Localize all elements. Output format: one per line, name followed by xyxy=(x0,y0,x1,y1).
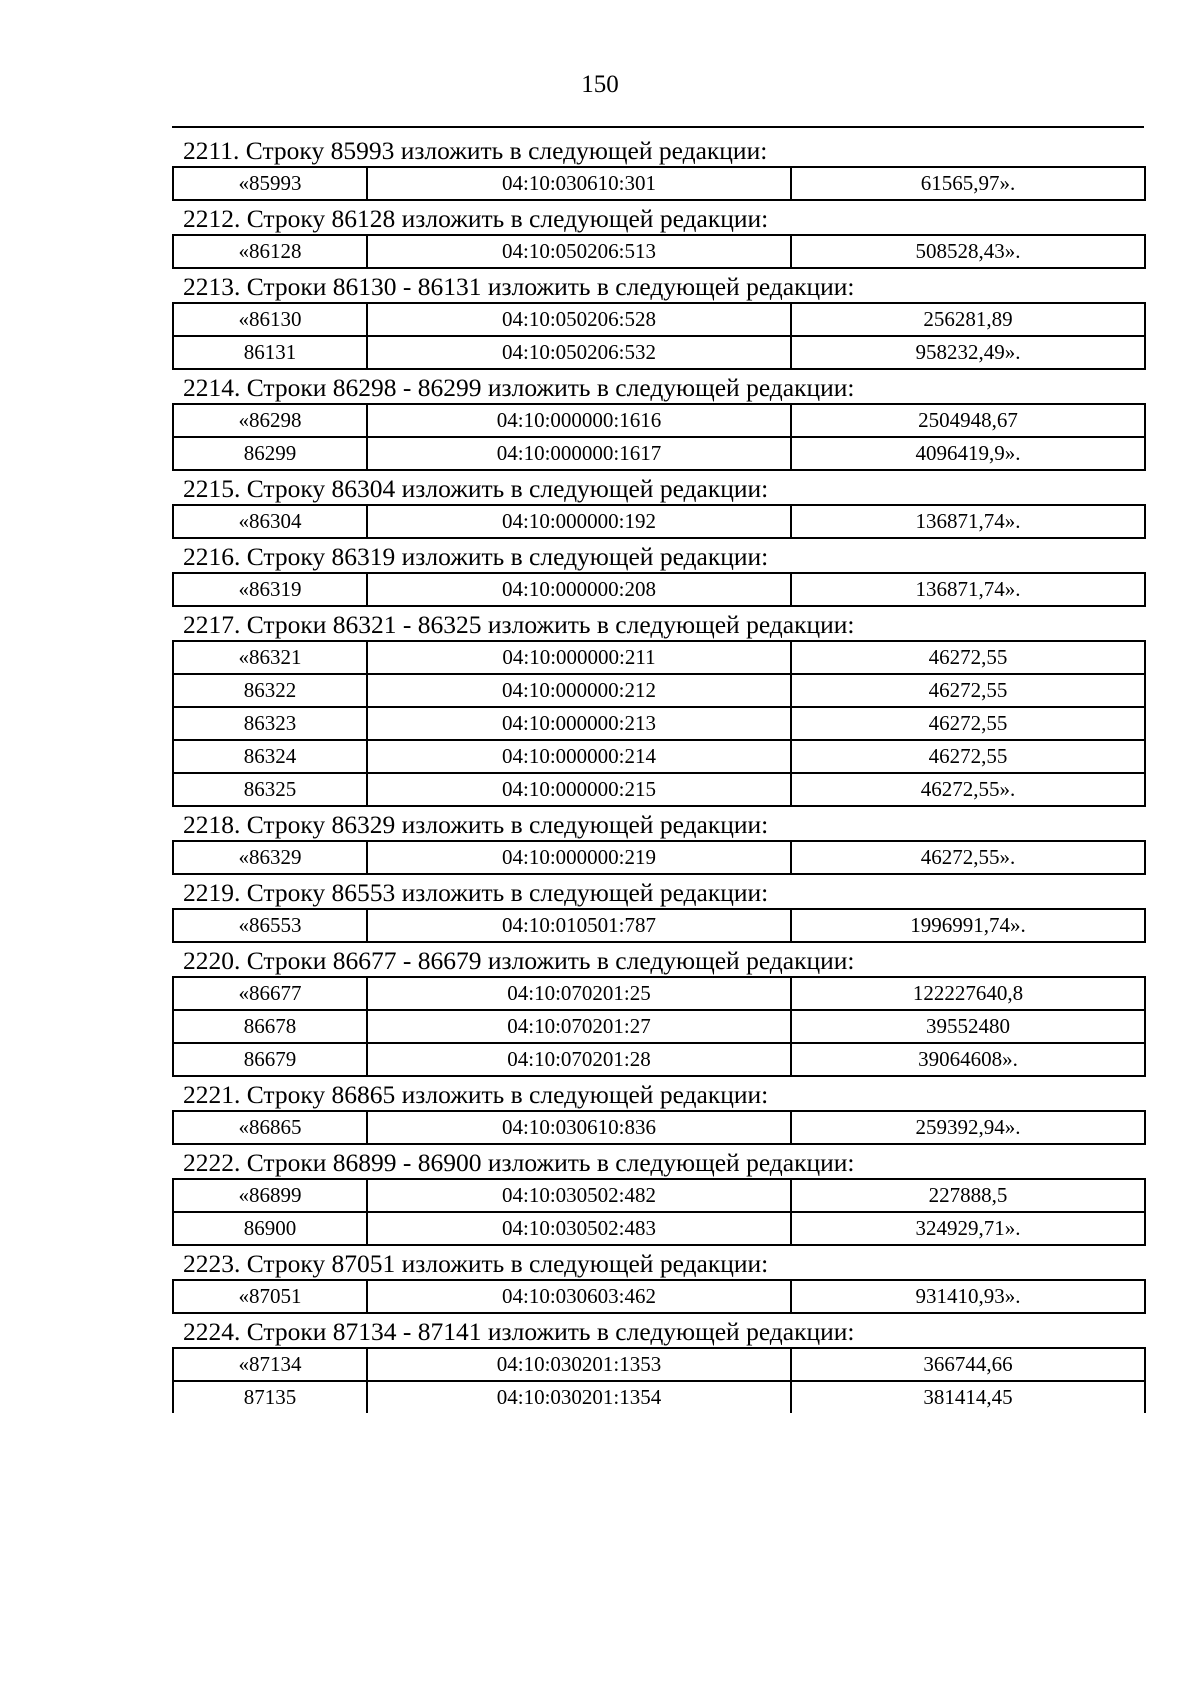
amendment-item xyxy=(172,474,1144,539)
table-row xyxy=(173,841,1145,874)
amendment-heading: 2217. Строки 86321 - 86325 изложить в следующей редакции: xyxy=(183,610,855,639)
value-cell: 46272,55 xyxy=(791,740,1145,773)
value-cell: 256281,89 xyxy=(791,303,1145,336)
cadastral-number-cell: 04:10:000000:208 xyxy=(367,573,791,606)
table-row xyxy=(173,1111,1145,1144)
cadastral-number-cell: 04:10:000000:211 xyxy=(367,641,791,674)
row-number-cell: 86900 xyxy=(173,1212,367,1245)
amendment-table xyxy=(172,572,1146,607)
cadastral-number-cell: 04:10:000000:192 xyxy=(367,505,791,538)
amendment-table xyxy=(172,403,1146,471)
header-rule xyxy=(172,126,1144,128)
amendment-item xyxy=(172,204,1144,269)
cadastral-number-cell: 04:10:030201:1353 xyxy=(367,1348,791,1381)
row-number-cell: «86865 xyxy=(173,1111,367,1144)
table-row xyxy=(173,909,1145,942)
value-cell: 46272,55». xyxy=(791,773,1145,806)
amendment-heading: 2214. Строки 86298 - 86299 изложить в следующей редакции: xyxy=(183,373,855,402)
row-number-cell: «86329 xyxy=(173,841,367,874)
amendment-item xyxy=(172,1249,1144,1314)
table-row xyxy=(173,641,1145,674)
amendment-item xyxy=(172,1080,1144,1145)
table-row xyxy=(173,674,1145,707)
cadastral-number-cell: 04:10:030502:482 xyxy=(367,1179,791,1212)
amendment-heading: 2213. Строки 86130 - 86131 изложить в следующей редакции: xyxy=(183,272,855,301)
value-cell: 227888,5 xyxy=(791,1179,1145,1212)
row-number-cell: 86679 xyxy=(173,1043,367,1076)
amendment-table xyxy=(172,302,1146,370)
row-number-cell: «86128 xyxy=(173,235,367,268)
amendment-item xyxy=(172,1148,1144,1246)
amendment-item xyxy=(172,272,1144,370)
row-number-cell: 86299 xyxy=(173,437,367,470)
amendment-heading: 2221. Строку 86865 изложить в следующей редакции: xyxy=(183,1080,769,1109)
row-number-cell: «86130 xyxy=(173,303,367,336)
value-cell: 366744,66 xyxy=(791,1348,1145,1381)
amendment-table xyxy=(172,1279,1146,1314)
value-cell: 39064608». xyxy=(791,1043,1145,1076)
table-row xyxy=(173,740,1145,773)
value-cell: 1996991,74». xyxy=(791,909,1145,942)
table-row xyxy=(173,573,1145,606)
amendment-heading: 2224. Строки 87134 - 87141 изложить в следующей редакции: xyxy=(183,1317,855,1346)
value-cell: 122227640,8 xyxy=(791,977,1145,1010)
table-row xyxy=(173,707,1145,740)
amendment-heading: 2215. Строку 86304 изложить в следующей редакции: xyxy=(183,474,769,503)
table-row xyxy=(173,505,1145,538)
value-cell: 324929,71». xyxy=(791,1212,1145,1245)
amendment-table xyxy=(172,976,1146,1077)
table-row xyxy=(173,1381,1145,1413)
table-row xyxy=(173,1043,1145,1076)
table-row xyxy=(173,167,1145,200)
table-row xyxy=(173,1348,1145,1381)
row-number-cell: «86304 xyxy=(173,505,367,538)
value-cell: 46272,55 xyxy=(791,707,1145,740)
amendment-heading: 2222. Строки 86899 - 86900 изложить в следующей редакции: xyxy=(183,1148,855,1177)
amendment-item xyxy=(172,373,1144,471)
amendment-heading: 2218. Строку 86329 изложить в следующей редакции: xyxy=(183,810,769,839)
cadastral-number-cell: 04:10:000000:219 xyxy=(367,841,791,874)
amendment-heading: 2223. Строку 87051 изложить в следующей редакции: xyxy=(183,1249,769,1278)
table-row xyxy=(173,1212,1145,1245)
amendment-table xyxy=(172,504,1146,539)
cadastral-number-cell: 04:10:000000:215 xyxy=(367,773,791,806)
amendment-item xyxy=(172,1317,1144,1413)
cadastral-number-cell: 04:10:030603:462 xyxy=(367,1280,791,1313)
table-row xyxy=(173,235,1145,268)
row-number-cell: 86323 xyxy=(173,707,367,740)
amendment-item xyxy=(172,610,1144,807)
amendment-item xyxy=(172,810,1144,875)
table-row xyxy=(173,1010,1145,1043)
amendment-table xyxy=(172,640,1146,807)
amendment-item xyxy=(172,946,1144,1077)
table-row xyxy=(173,336,1145,369)
row-number-cell: 86324 xyxy=(173,740,367,773)
cadastral-number-cell: 04:10:010501:787 xyxy=(367,909,791,942)
amendment-table xyxy=(172,840,1146,875)
cadastral-number-cell: 04:10:030201:1354 xyxy=(367,1381,791,1413)
row-number-cell: 86325 xyxy=(173,773,367,806)
amendment-heading: 2212. Строку 86128 изложить в следующей редакции: xyxy=(183,204,769,233)
value-cell: 46272,55 xyxy=(791,641,1145,674)
value-cell: 46272,55 xyxy=(791,674,1145,707)
row-number-cell: «86298 xyxy=(173,404,367,437)
cadastral-number-cell: 04:10:030610:301 xyxy=(367,167,791,200)
amendment-item xyxy=(172,878,1144,943)
amendment-item xyxy=(172,136,1144,201)
row-number-cell: 86131 xyxy=(173,336,367,369)
table-row xyxy=(173,773,1145,806)
value-cell: 508528,43». xyxy=(791,235,1145,268)
cadastral-number-cell: 04:10:050206:513 xyxy=(367,235,791,268)
amendment-heading: 2216. Строку 86319 изложить в следующей редакции: xyxy=(183,542,769,571)
row-number-cell: «87134 xyxy=(173,1348,367,1381)
value-cell: 136871,74». xyxy=(791,573,1145,606)
row-number-cell: «86319 xyxy=(173,573,367,606)
table-row xyxy=(173,437,1145,470)
cadastral-number-cell: 04:10:030502:483 xyxy=(367,1212,791,1245)
amendment-table xyxy=(172,1110,1146,1145)
cadastral-number-cell: 04:10:000000:214 xyxy=(367,740,791,773)
row-number-cell: «86677 xyxy=(173,977,367,1010)
value-cell: 381414,45 xyxy=(791,1381,1145,1413)
cadastral-number-cell: 04:10:070201:25 xyxy=(367,977,791,1010)
amendment-table xyxy=(172,1178,1146,1246)
row-number-cell: 86678 xyxy=(173,1010,367,1043)
row-number-cell: «85993 xyxy=(173,167,367,200)
cadastral-number-cell: 04:10:030610:836 xyxy=(367,1111,791,1144)
value-cell: 259392,94». xyxy=(791,1111,1145,1144)
amendment-heading: 2211. Строку 85993 изложить в следующей редакции: xyxy=(183,136,768,165)
amendment-table xyxy=(172,908,1146,943)
table-row xyxy=(173,977,1145,1010)
row-number-cell: «86321 xyxy=(173,641,367,674)
value-cell: 958232,49». xyxy=(791,336,1145,369)
cadastral-number-cell: 04:10:000000:1616 xyxy=(367,404,791,437)
row-number-cell: «86553 xyxy=(173,909,367,942)
row-number-cell: «87051 xyxy=(173,1280,367,1313)
amendment-table xyxy=(172,166,1146,201)
value-cell: 931410,93». xyxy=(791,1280,1145,1313)
value-cell: 39552480 xyxy=(791,1010,1145,1043)
cadastral-number-cell: 04:10:000000:1617 xyxy=(367,437,791,470)
cadastral-number-cell: 04:10:050206:532 xyxy=(367,336,791,369)
table-row xyxy=(173,303,1145,336)
row-number-cell: 87135 xyxy=(173,1381,367,1413)
row-number-cell: 86322 xyxy=(173,674,367,707)
amendment-heading: 2219. Строку 86553 изложить в следующей редакции: xyxy=(183,878,769,907)
amendment-table xyxy=(172,234,1146,269)
table-row xyxy=(173,404,1145,437)
table-row xyxy=(173,1179,1145,1212)
table-row xyxy=(173,1280,1145,1313)
cadastral-number-cell: 04:10:000000:213 xyxy=(367,707,791,740)
document-body xyxy=(172,136,1144,1413)
cadastral-number-cell: 04:10:070201:28 xyxy=(367,1043,791,1076)
amendment-heading: 2220. Строки 86677 - 86679 изложить в следующей редакции: xyxy=(183,946,855,975)
value-cell: 136871,74». xyxy=(791,505,1145,538)
value-cell: 4096419,9». xyxy=(791,437,1145,470)
row-number-cell: «86899 xyxy=(173,1179,367,1212)
cadastral-number-cell: 04:10:000000:212 xyxy=(367,674,791,707)
amendment-item xyxy=(172,542,1144,607)
amendment-table xyxy=(172,1347,1146,1413)
value-cell: 2504948,67 xyxy=(791,404,1145,437)
value-cell: 61565,97». xyxy=(791,167,1145,200)
page-number: 150 xyxy=(581,71,619,98)
cadastral-number-cell: 04:10:070201:27 xyxy=(367,1010,791,1043)
value-cell: 46272,55». xyxy=(791,841,1145,874)
cadastral-number-cell: 04:10:050206:528 xyxy=(367,303,791,336)
